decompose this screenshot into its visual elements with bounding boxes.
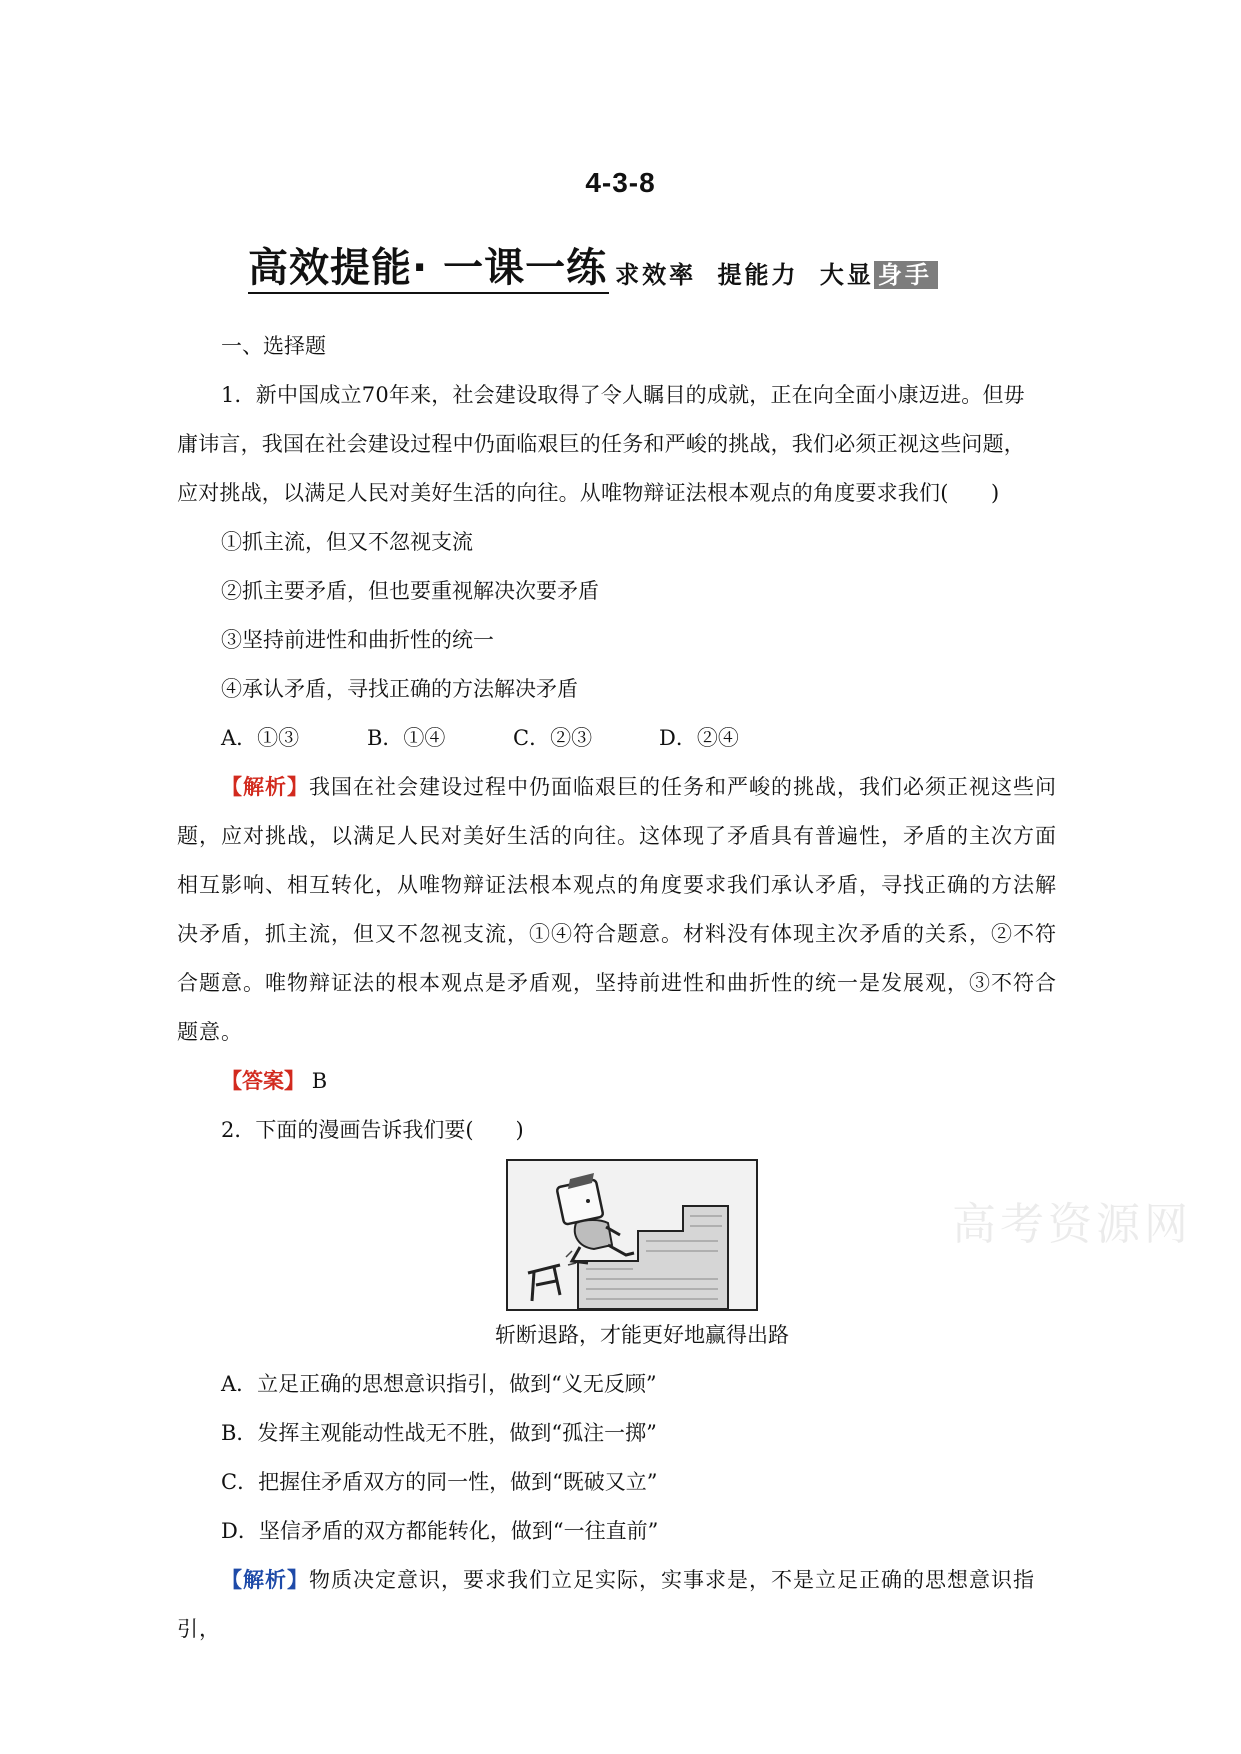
option-a: A．立足正确的思想意识指引，做到“义无反顾”: [221, 1372, 657, 1396]
cartoon-image: [506, 1159, 758, 1311]
question-stem-line: 1．新中国成立70年来，社会建设取得了令人瞩目的成就，正在向全面小康迈进。但毋: [221, 383, 1025, 407]
cartoon-caption: 斩断退路，才能更好地赢得出路: [495, 1323, 789, 1347]
option-b: B．①④: [367, 726, 446, 750]
answer-line: [177, 1057, 1067, 1106]
statement-item: ③坚持前进性和曲折性的统一: [221, 628, 494, 652]
page-number: 4-3-8: [585, 167, 656, 198]
cartoon-figure: [177, 1159, 1067, 1311]
analysis-line: 题意。: [177, 1020, 243, 1044]
option-b: B．发挥主观能动性战无不胜，做到“孤注一掷”: [221, 1421, 657, 1445]
question-stem: 2．下面的漫画告诉我们要( ): [221, 1118, 524, 1142]
option-d: D．②④: [659, 726, 739, 750]
watermark: 高考资源网: [952, 1199, 1192, 1250]
cartoon-drawing: [508, 1161, 756, 1309]
answer-options: [177, 714, 1067, 763]
analysis-line: 决矛盾，抓主流，但又不忽视支流，①④符合题意。材料没有体现主次矛盾的关系，②不符: [177, 922, 1057, 946]
section-title: 一、选择题: [221, 334, 326, 358]
banner-subtitle: [615, 260, 938, 290]
analysis-line: 相互影响、相互转化，从唯物辩证法根本观点的角度要求我们承认矛盾，寻找正确的方法解: [177, 873, 1057, 897]
analysis-block: [177, 763, 1067, 1057]
statement-item: ①抓主流，但又不忽视支流: [221, 530, 473, 554]
document-body: [177, 322, 1067, 1654]
question-stem-line: 庸讳言，我国在社会建设过程中仍面临艰巨的任务和严峻的挑战，我们必须正视这些问题，: [177, 432, 1025, 456]
answer-tag: 【答案】: [221, 1069, 305, 1093]
option-c: C．②③: [513, 726, 593, 750]
analysis-line: 合题意。唯物辩证法的根本观点是矛盾观，坚持前进性和曲折性的统一是发展观，③不符合: [177, 971, 1057, 995]
option-d: D．坚信矛盾的双方都能转化，做到“一往直前”: [221, 1519, 659, 1543]
option-a: A．①③: [221, 726, 300, 750]
banner-sub-word: 求效率: [615, 261, 697, 289]
question-2: [177, 1106, 1067, 1654]
analysis-tag: 【解析】: [221, 775, 309, 799]
analysis-line: [177, 763, 1067, 812]
analysis-line: 题，应对挑战，以满足人民对美好生活的向往。这体现了矛盾具有普遍性，矛盾的主次方面: [177, 824, 1057, 848]
question-1: [177, 371, 1067, 1106]
answer-value: B: [311, 1069, 328, 1093]
statement-item: ②抓主要矛盾，但也要重视解决次要矛盾: [221, 579, 599, 603]
banner-sub-word: 提能力: [717, 261, 799, 289]
analysis-text: 物质决定意识，要求我们立足实际，实事求是，不是立足正确的思想意识指引，: [177, 1568, 1035, 1641]
question-stem-line: 应对挑战，以满足人民对美好生活的向往。从唯物辩证法根本观点的角度要求我们( ): [177, 481, 1000, 505]
section-banner: [248, 244, 938, 294]
banner-sub-highlight: 身手: [874, 261, 938, 289]
analysis-line: [177, 1556, 1067, 1654]
banner-title: 高效提能· 一课一练: [248, 244, 609, 294]
analysis-tag: 【解析】: [221, 1568, 309, 1592]
option-c: C．把握住矛盾双方的同一性，做到“既破又立”: [221, 1470, 658, 1494]
banner-sub-word: 大显: [819, 261, 874, 289]
statement-item: ④承认矛盾，寻找正确的方法解决矛盾: [221, 677, 578, 701]
analysis-text: 我国在社会建设过程中仍面临艰巨的任务和严峻的挑战，我们必须正视这些问: [309, 775, 1057, 799]
